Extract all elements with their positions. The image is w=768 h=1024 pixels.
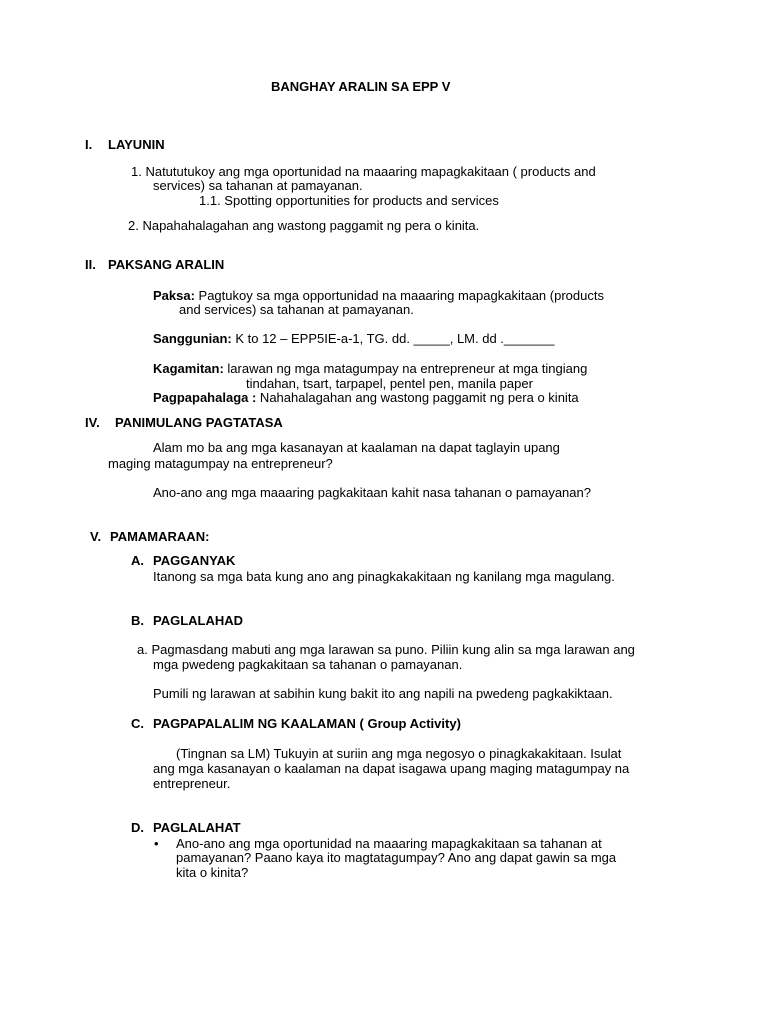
- paksa-line-2: and services) sa tahanan at pamayanan.: [179, 302, 414, 317]
- section-5-number: V.: [90, 529, 102, 544]
- paksa-line-1: [153, 288, 604, 303]
- kagamitan-text: larawan ng mga matagumpay na entrepreneur at mga tingiang: [223, 361, 588, 376]
- pagtatasa-question-1-line-1: Alam mo ba ang mga kasanayan at kaalaman na dapat taglayin upang: [153, 440, 560, 455]
- section-1-number: I.: [85, 137, 93, 152]
- pagpapalalim-line-3: entrepreneur.: [153, 776, 231, 791]
- pagtatasa-question-2: Ano-ano ang mga maaaring pagkakitaan kahit nasa tahanan o pamayanan?: [153, 485, 591, 500]
- paglalahat-line-1: Ano-ano ang mga oportunidad na maaaring mapagkakitaan sa tahanan at: [176, 836, 602, 851]
- pagpapahalaga-line: [153, 390, 579, 405]
- paglalahad-item-a-line-2: mga pwedeng pagkakitaan sa tahanan o pamayanan.: [153, 657, 463, 672]
- paglalahat-line-3: kita o kinita?: [176, 865, 249, 880]
- sanggunian-text: K to 12 – EPP5IE-a-1, TG. dd. _____, LM. dd ._______: [231, 331, 555, 346]
- layunin-item-1-sub: 1.1. Spotting opportunities for products and services: [199, 193, 499, 208]
- section-1-heading: LAYUNIN: [108, 137, 165, 152]
- paglalahad-item-a-line-1: a. Pagmasdang mabuti ang mga larawan sa puno. Piliin kung alin sa mga larawan ang: [137, 642, 635, 657]
- paglalahad-text-2: Pumili ng larawan at sabihin kung bakit ito ang napili na pwedeng pagkakiktaan.: [153, 686, 613, 701]
- subsection-c-letter: C.: [131, 716, 144, 731]
- section-2-heading: PAKSANG ARALIN: [108, 257, 225, 272]
- kagamitan-label: Kagamitan:: [153, 361, 224, 376]
- kagamitan-line-1: [153, 361, 587, 376]
- section-4-number: IV.: [85, 415, 100, 430]
- page-title: BANGHAY ARALIN SA EPP V: [271, 79, 451, 94]
- paksa-label: Paksa:: [153, 288, 195, 303]
- subsection-b-heading: PAGLALAHAD: [153, 613, 244, 628]
- kagamitan-line-2: tindahan, tsart, tarpapel, pentel pen, manila paper: [246, 376, 533, 391]
- subsection-d-letter: D.: [131, 820, 144, 835]
- pagpapahalaga-text: Nahahalagahan ang wastong paggamit ng pera o kinita: [256, 390, 579, 405]
- bullet-icon: •: [154, 836, 159, 851]
- pagganyak-text: Itanong sa mga bata kung ano ang pinagkakakitaan ng kanilang mga magulang.: [153, 569, 615, 584]
- section-2-number: II.: [85, 257, 96, 272]
- subsection-d-heading: PAGLALAHAT: [153, 820, 241, 835]
- subsection-b-letter: B.: [131, 613, 144, 628]
- paglalahat-line-2: pamayanan? Paano kaya ito magtatagumpay? Ano ang dapat gawin sa mga: [176, 850, 617, 865]
- section-4-heading: PANIMULANG PAGTATASA: [115, 415, 283, 430]
- sanggunian-line: [153, 331, 555, 346]
- subsection-a-letter: A.: [131, 553, 144, 568]
- sanggunian-label: Sanggunian:: [153, 331, 232, 346]
- section-5-heading: PAMAMARAAN:: [110, 529, 210, 544]
- paksa-text: Pagtukoy sa mga opportunidad na maaaring mapagkakitaan (products: [194, 288, 604, 303]
- pagpapalalim-line-1: (Tingnan sa LM) Tukuyin at suriin ang mga negosyo o pinagkakakitaan. Isulat: [176, 746, 622, 761]
- subsection-a-heading: PAGGANYAK: [153, 553, 236, 568]
- subsection-c-heading: PAGPAPALALIM NG KAALAMAN ( Group Activity): [153, 716, 461, 731]
- layunin-item-1-line-2: services) sa tahanan at pamayanan.: [153, 178, 363, 193]
- pagpapalalim-line-2: ang mga kasanayan o kaalaman na dapat isagawa upang maging matagumpay na: [153, 761, 630, 776]
- pagtatasa-question-1-line-2: maging matagumpay na entrepreneur?: [108, 456, 333, 471]
- layunin-item-2: 2. Napahahalagahan ang wastong paggamit ng pera o kinita.: [128, 218, 480, 233]
- pagpapahalaga-label: Pagpapahalaga :: [153, 390, 257, 405]
- layunin-item-1-line-1: 1. Natututukoy ang mga oportunidad na maaaring mapagkakitaan ( products and: [131, 164, 596, 179]
